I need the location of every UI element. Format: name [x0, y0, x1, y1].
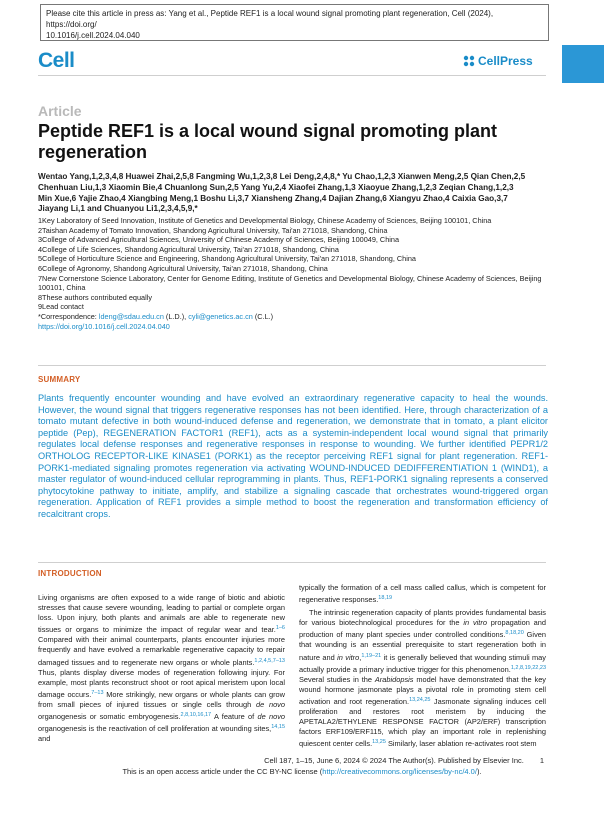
- journal-color-tab: [562, 45, 604, 83]
- affiliation-item: 6College of Agronomy, Shandong Agricultural University, Tai'an 271018, Shandong, China: [38, 263, 328, 273]
- affiliation-item: 3College of Advanced Agricultural Sciences, University of Chinese Academy of Sciences, Beijing 100049, China: [38, 235, 399, 245]
- citation-ref[interactable]: 1–6: [275, 625, 285, 632]
- affiliation-list: [38, 216, 550, 331]
- email-link-li[interactable]: cyli@genetics.ac.cn: [188, 311, 253, 321]
- intro-paragraph: typically the formation of a cell mass called callus, which is competent for regenerative responses.$^{18,19}$: [299, 583, 546, 605]
- doi-link[interactable]: https://doi.org/10.1016/j.cell.2024.04.040: [38, 321, 170, 331]
- citation-notice-line-1: Please cite this article in press as: Yang et al., Peptide REF1 is a local wound signal promoting plant regeneration, Cell (2024), https://doi.org/: [46, 9, 494, 29]
- citation-ref[interactable]: 1,2,4,5,7–13: [254, 657, 285, 664]
- affiliation-item: 9Lead contact: [38, 302, 84, 312]
- author-line: Jiayang Li,1 and Chuanyou Li1,2,3,4,5,9,*: [38, 204, 198, 214]
- summary-text: Plants frequently encounter wounding and have evolved an extraordinary regenerative capacity to heal the wounds. However, the wound signal that triggers regenerative responses has not been identified. Here, through characterization of a tomato mutant defective in both wound-induced defense and regeneration, we demonstrate that in tomato, a plant elicitor peptide (Pep), REGENERATION FACTOR1 (REF1), acts as a systemin-independent local wound signal that primarily regulates local defense responses and regenerative responses in response to wounding. We further identified PEPR1/2 ORTHOLOG RECEPTOR-LIKE KINASE1 (PORK1) as the receptor perceiving REF1 signal for plant regeneration. REF1-PORK1-mediated signaling promotes regeneration via activating WOUND-INDUCED DEDIFFERENTIATION 1 (WIND1), a master regulator of wound-induced cellular reprogramming in plants. Thus, REF1-PORK1 signaling represents a conserved phytocytokine pathway to initiate, amplify, and stabilize a signaling cascade that orchestrates wound-triggered organ regeneration. Application of REF1 provides a simple method to boost the regeneration and transformation efficiency of recalcitrant crops.: [38, 393, 548, 519]
- correspondence-text: (L.D.),: [163, 311, 189, 321]
- citation-ref[interactable]: 18,19: [378, 595, 393, 602]
- intro-column-left: [38, 593, 285, 747]
- citation-ref[interactable]: 13,25: [372, 739, 386, 746]
- introduction-heading: INTRODUCTION: [38, 569, 102, 578]
- intro-paragraph: Living organisms are often exposed to a wide range of biotic and abiotic stresses that cause severe wounding, leading to partial or complete organ loss. Upon injury, both plants and animals are able to regenerate new tissues or organs to minimize the impact of regular wear and tear.$^{1-6}$ Compared with their animal counterparts, plants encounter injuries more frequently and have evolved a remarkable regenerative capacity to repair damaged tissues and to regenerate new organs or whole plants.$^{1,2,4,5,7-13}$ Thus, plants display diverse modes of regeneration following injury. For example, most plants reconstruct shoot or root apical meristem upon local damage occurs.$^{7-13}$ More strikingly, new organs or whole plants can grow from small pieces of injured tissues or single cells through de novo organogenesis or somatic embryogenesis.$^{2,8,10,16,17}$ A feature of de novo organogenesis is the reactivation of cell proliferation at wounding sites,$^{14,15}$ and: [38, 593, 286, 744]
- cellpress-label: CellPress: [478, 54, 533, 68]
- license-link[interactable]: http://creativecommons.org/licenses/by-nc/4.0/: [322, 767, 477, 776]
- affiliation-item: 5College of Horticulture Science and Engineering, Shandong Agricultural University, Tai'an 271018, Shandong, China: [38, 254, 416, 264]
- citation-notice-line-2: 10.1016/j.cell.2024.04.040: [46, 31, 140, 40]
- correspondence-label: *Correspondence:: [38, 311, 99, 321]
- affiliation-item: 1Key Laboratory of Seed Innovation, Institute of Genetics and Developmental Biology, Chinese Academy of Sciences, Beijing 100101, China: [38, 216, 492, 225]
- cell-journal-logo: Cell: [38, 49, 75, 72]
- footer-license: This is an open access article under the CC BY-NC license (http://creativecommons.org/licenses/by-nc/4.0/).: [122, 767, 482, 776]
- citation-ref[interactable]: 2,8,10,16,17: [180, 712, 212, 719]
- summary-bottom-divider: [38, 562, 546, 563]
- footer-citation: [264, 756, 544, 765]
- affiliation-item: 8These authors contributed equally: [38, 292, 152, 302]
- page-number: 1: [539, 756, 544, 765]
- article-type-label: Article: [38, 103, 82, 119]
- footer-citation-text: Cell 187, 1–15, June 6, 2024 © 2024 The Author(s). Published by Elsevier Inc.: [264, 756, 524, 765]
- correspondence: [38, 312, 550, 322]
- cellpress-logo: [463, 54, 533, 68]
- citation-ref[interactable]: 1,2,8,19,22,23: [510, 664, 546, 671]
- intro-column-right: [299, 583, 546, 752]
- article-title: Peptide REF1 is a local wound signal promoting plant regeneration: [38, 121, 498, 162]
- citation-ref[interactable]: 8,18,20: [505, 630, 524, 637]
- citation-ref[interactable]: 7–13: [91, 689, 104, 696]
- author-list: [38, 172, 548, 215]
- affiliation-item: 4College of Life Sciences, Shandong Agricultural University, Tai'an 271018, Shandong, China: [38, 244, 339, 254]
- citation-ref[interactable]: 14,15: [271, 724, 285, 731]
- cellpress-mark-icon: [463, 55, 475, 67]
- summary-heading: SUMMARY: [38, 375, 81, 384]
- citation-ref[interactable]: 13,24,25: [409, 696, 431, 703]
- summary-top-divider: [38, 365, 546, 366]
- email-link-deng[interactable]: ldeng@sdau.edu.cn: [98, 311, 164, 321]
- author-line: Wentao Yang,1,2,3,4,8 Huawei Zhai,2,5,8 Fangming Wu,1,2,3,8 Lei Deng,2,4,8,* Yu Chao,1,2,3 Xianwen Meng,2,5 Qian Chen,2,5: [38, 172, 526, 181]
- intro-paragraph: The intrinsic regeneration capacity of plants provides fundamental basis for various biotechnological procedures for the in vitro propagation and production of many plant species under controlled conditions.$^{8,18,20}$ Given that wounding is an essential prerequisite to start regeneration both in nature and in vitro,$^{1,19-21}$ it is generally believed that wounding stimuli may actually provide a primary inductive trigger for this phenomenon.$^{1,2,8,19,22,23}$ Several studies in the Arabidopsis model have demonstrated that the key wound hormone jasmonate plays a pivotal role in promoting stem cell activation and root regeneration.$^{13,24,25}$ Jasmonate signaling induces cell proliferation and restores root meristem by inducing the APETALA2/ETHYLENE RESPONSE FACTOR (AP2/ERF) transcription factors ERF109/ERF115, which play an important role in replenishing quiescent center cells.$^{13,25}$ Similarly, laser ablation re-activates root stem: [299, 608, 546, 749]
- citation-notice-box: [40, 4, 549, 41]
- correspondence-text: (C.L.): [252, 311, 274, 321]
- author-line: Chenhuan Liu,1,3 Xiaomin Bie,4 Chuanlong Sun,2,5 Yang Yu,2,4 Xiaofei Zhang,1,3 Xiaoyue Zhang,1,2,3 Zeqian Chang,1,2,3: [38, 182, 514, 192]
- header-divider: [38, 75, 546, 76]
- author-line: Min Xue,6 Yajie Zhao,4 Xiangbing Meng,1 Boshu Li,3,7 Xiansheng Zhang,4 Dajian Zhang,6 Xiangyu Zhao,4 Caixia Gao,3,7: [38, 193, 508, 203]
- affiliation-item: 2Taishan Academy of Tomato Innovation, Shandong Agricultural University, Tai'an 271018, Shandong, China: [38, 225, 388, 235]
- affiliation-item: 7New Cornerstone Science Laboratory, Center for Genome Editing, Institute of Genetics and Developmental Biology, Chinese Academy of Sciences, Beijing 100101, China: [38, 273, 542, 293]
- citation-ref[interactable]: 1,19–21: [361, 652, 382, 659]
